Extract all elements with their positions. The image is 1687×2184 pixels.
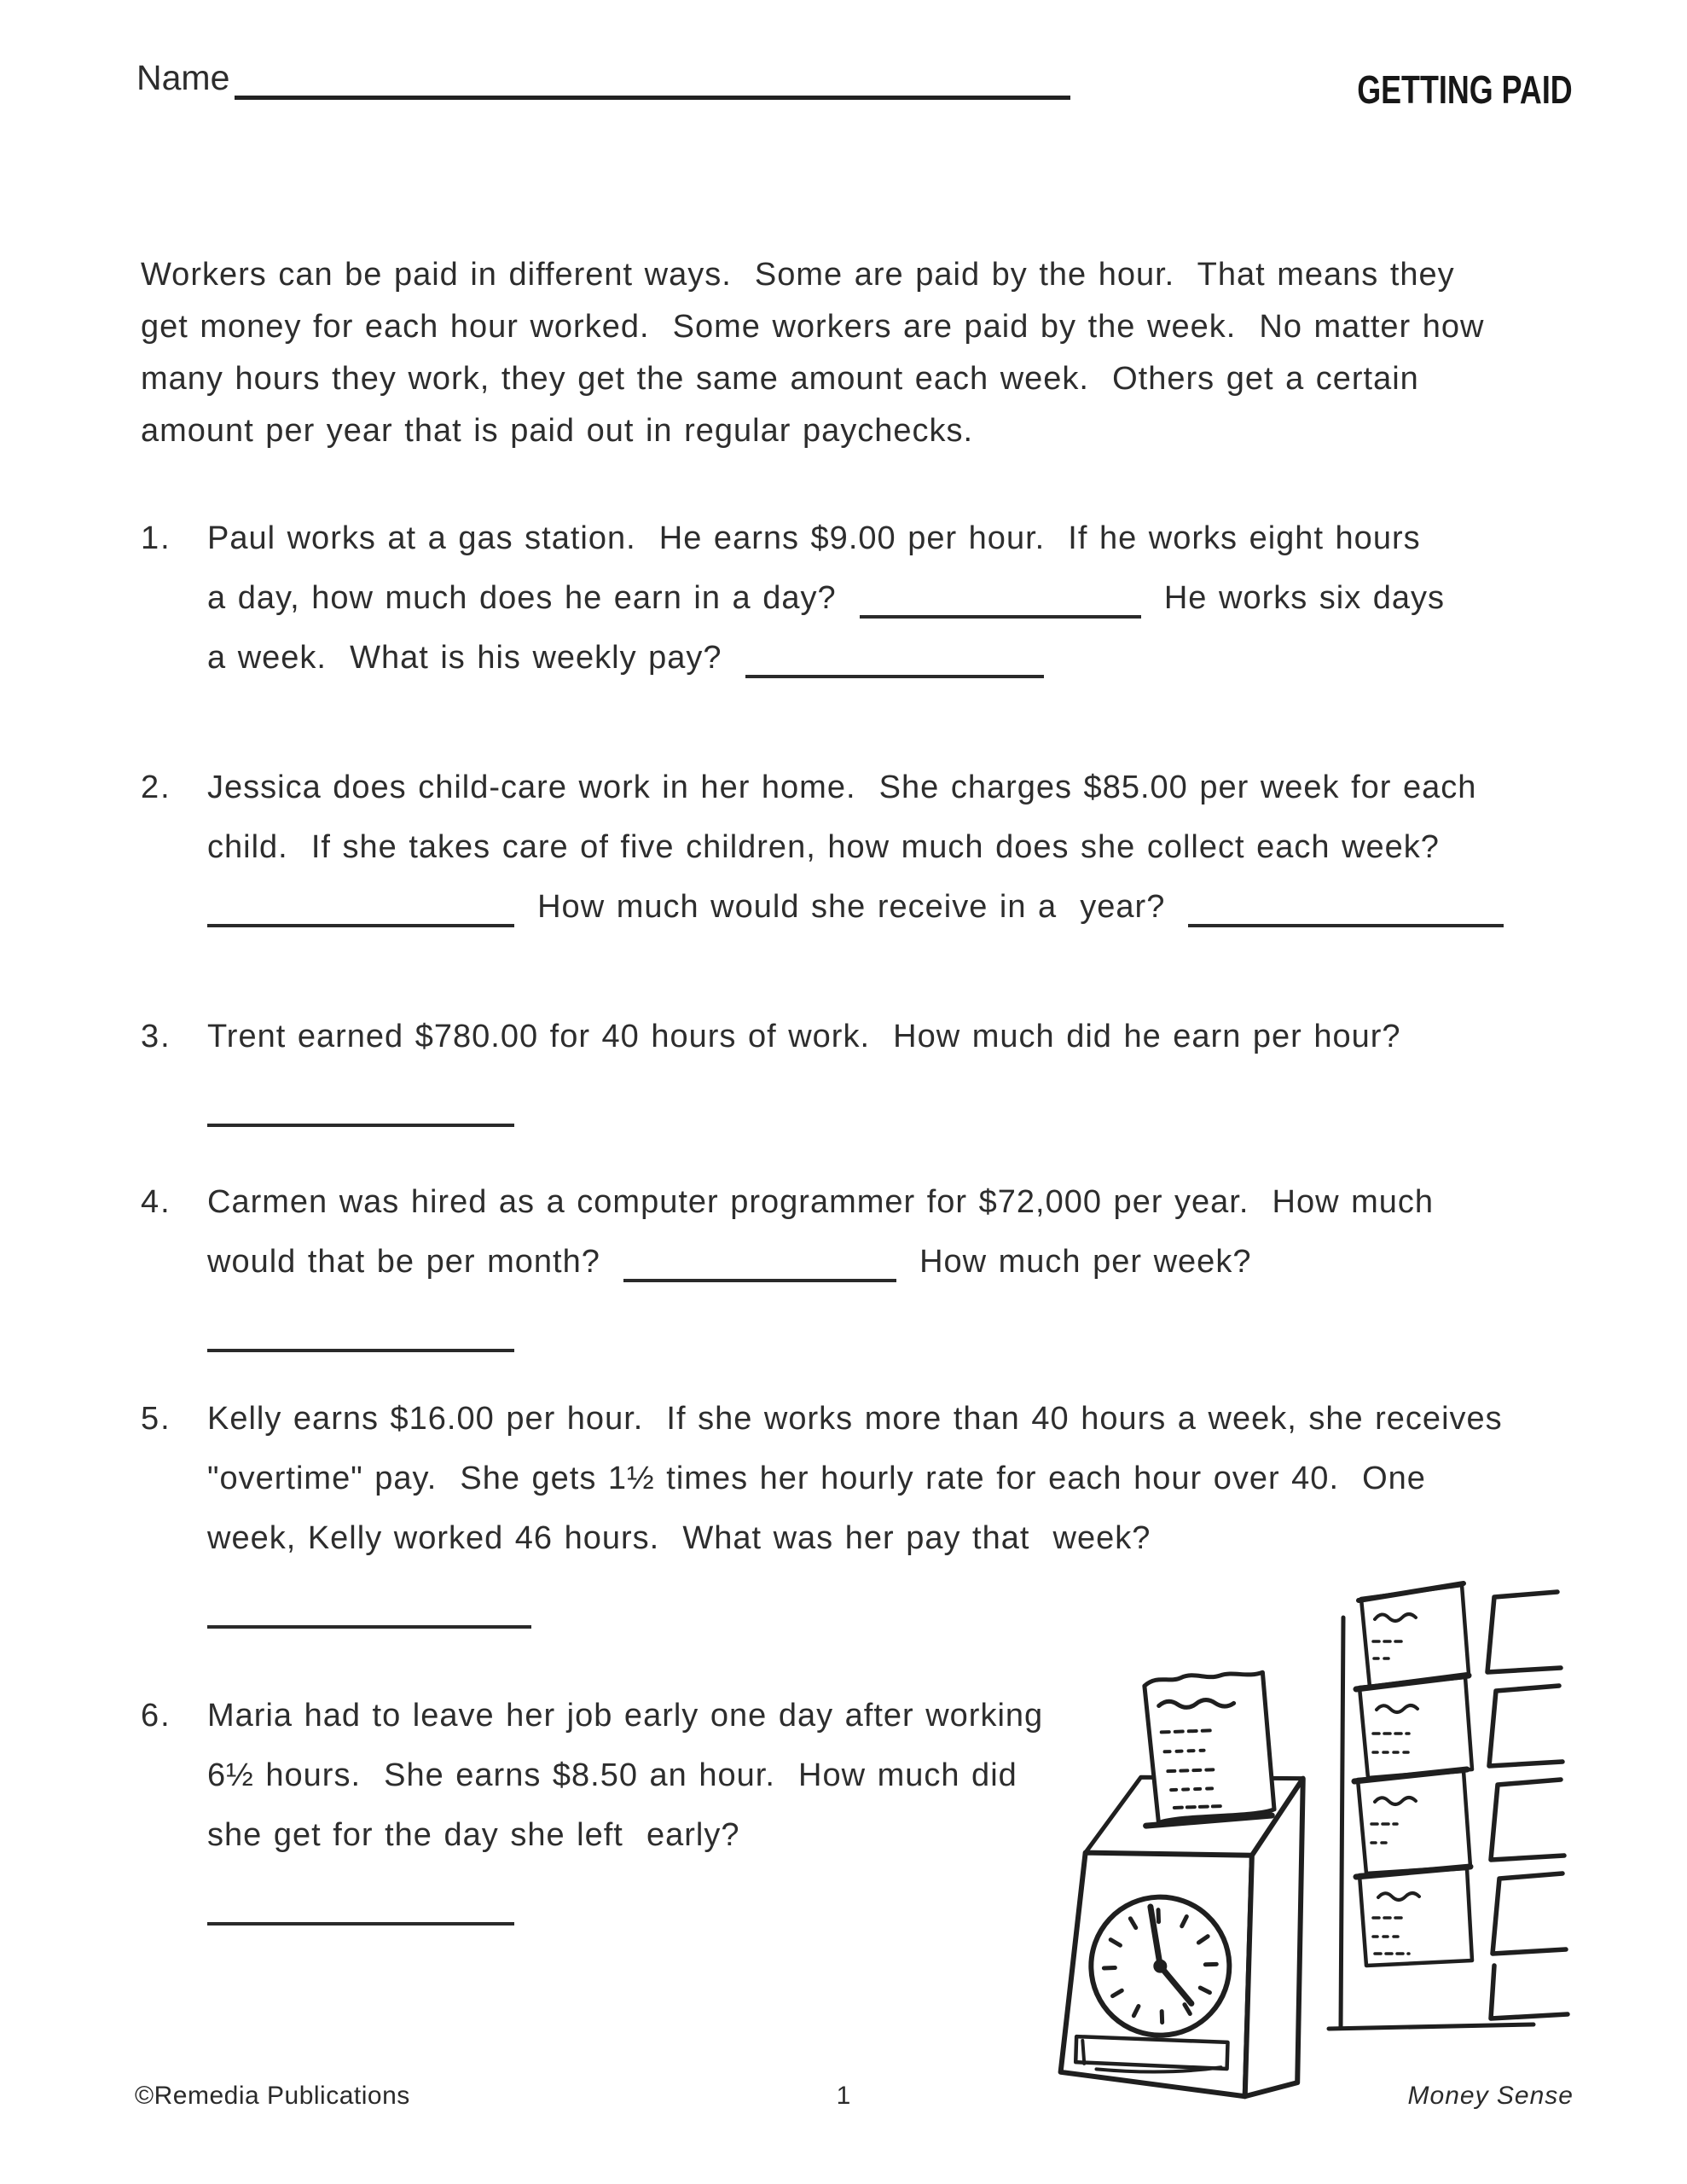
answer-blank[interactable] <box>207 1886 514 1926</box>
answer-blank[interactable] <box>207 888 514 927</box>
question-number: 2. <box>141 770 171 805</box>
answer-blank[interactable] <box>207 1589 531 1629</box>
name-input-line[interactable] <box>235 61 1070 100</box>
punched-time-card-icon <box>1140 1672 1274 1826</box>
question-number: 4. <box>141 1184 171 1220</box>
question-number: 1. <box>141 520 171 556</box>
question-item <box>141 1172 1434 1362</box>
answer-blank[interactable] <box>860 579 1141 619</box>
question-body <box>207 1007 1401 1136</box>
question-text: week, Kelly worked 46 hours. What was her pay that week? <box>207 1520 1151 1556</box>
answer-blank[interactable] <box>1188 888 1504 927</box>
question-item <box>141 1007 1401 1136</box>
name-label: Name <box>136 58 230 97</box>
question-text: "overtime" pay. She gets 1½ times her hourly rate for each hour over 40. One <box>207 1461 1426 1496</box>
answer-blank[interactable] <box>745 639 1044 678</box>
question-item <box>141 508 1445 688</box>
intro-line: get money for each hour worked. Some workers are paid by the week. No matter how <box>141 309 1485 345</box>
page-title: GETTING PAID <box>1357 67 1573 112</box>
clock-face-icon <box>1089 1895 1232 2038</box>
page-number: 1 <box>836 2082 851 2110</box>
question-number: 6. <box>141 1698 171 1734</box>
question-line <box>207 1232 1434 1292</box>
question-text: How much would she receive in a year? <box>514 889 1189 925</box>
question-text: Carmen was hired as a computer programmer for $72,000 per year. How much <box>207 1184 1435 1220</box>
question-text: 6½ hours. She earns $8.50 an hour. How much did <box>207 1757 1017 1793</box>
question-line <box>207 1007 1401 1066</box>
intro-line: Workers can be paid in different ways. Some are paid by the hour. That means they <box>141 257 1455 293</box>
question-number: 3. <box>141 1019 171 1054</box>
question-line <box>207 758 1504 817</box>
question-body <box>207 1172 1434 1362</box>
question-text: a week. What is his weekly pay? <box>207 640 745 676</box>
question-line <box>207 1302 1434 1362</box>
question-line <box>207 568 1445 628</box>
answer-blank[interactable] <box>207 1088 514 1127</box>
question-line <box>207 1508 1503 1568</box>
answer-blank[interactable] <box>207 1313 514 1352</box>
question-text: a day, how much does he earn in a day? <box>207 580 860 616</box>
question-text: Paul works at a gas station. He earns $9.00 per hour. If he works eight hours <box>207 520 1421 556</box>
intro-line: amount per year that is paid out in regular paychecks. <box>141 413 974 449</box>
question-text: He works six days <box>1140 580 1446 616</box>
question-item <box>141 1686 1043 1935</box>
name-row <box>136 58 1070 100</box>
question-text: Maria had to leave her job early one day after working <box>207 1698 1044 1734</box>
intro-paragraph <box>141 249 1484 457</box>
time-clock-illustration <box>1047 1566 1685 2119</box>
question-line <box>207 1077 1401 1136</box>
question-line <box>207 877 1504 937</box>
question-line <box>207 628 1445 688</box>
question-line <box>207 817 1504 877</box>
question-text: Kelly earns $16.00 per hour. If she works more than 40 hours a week, she receives <box>207 1401 1503 1437</box>
question-number: 5. <box>141 1401 171 1437</box>
question-text: Trent earned $780.00 for 40 hours of work. How much did he earn per hour? <box>207 1019 1401 1054</box>
question-line <box>207 1745 1043 1805</box>
question-body <box>207 1686 1043 1935</box>
question-text: would that be per month? <box>207 1244 623 1280</box>
time-card-rack-icon <box>1329 1583 1568 2029</box>
question-text: How much per week? <box>896 1244 1252 1280</box>
question-line <box>207 1875 1043 1935</box>
question-text: she get for the day she left early? <box>207 1817 740 1853</box>
question-body <box>207 508 1445 688</box>
question-line <box>207 1389 1503 1449</box>
question-line <box>207 508 1445 568</box>
question-item <box>141 758 1504 937</box>
question-text: child. If she takes care of five children, how much does she collect each week? <box>207 829 1440 865</box>
question-line <box>207 1172 1434 1232</box>
answer-blank[interactable] <box>623 1243 896 1282</box>
series-title: Money Sense <box>1407 2082 1574 2110</box>
copyright-text: ©Remedia Publications <box>135 2082 410 2110</box>
question-line <box>207 1686 1043 1745</box>
question-text: Jessica does child-care work in her home. She charges $85.00 per week for each <box>207 770 1477 805</box>
question-body <box>207 758 1504 937</box>
question-line <box>207 1449 1503 1508</box>
question-line <box>207 1805 1043 1865</box>
intro-line: many hours they work, they get the same amount each week. Others get a certain <box>141 361 1419 397</box>
time-clock-machine-icon <box>1047 1671 1314 2103</box>
page-footer <box>0 2082 1687 2124</box>
